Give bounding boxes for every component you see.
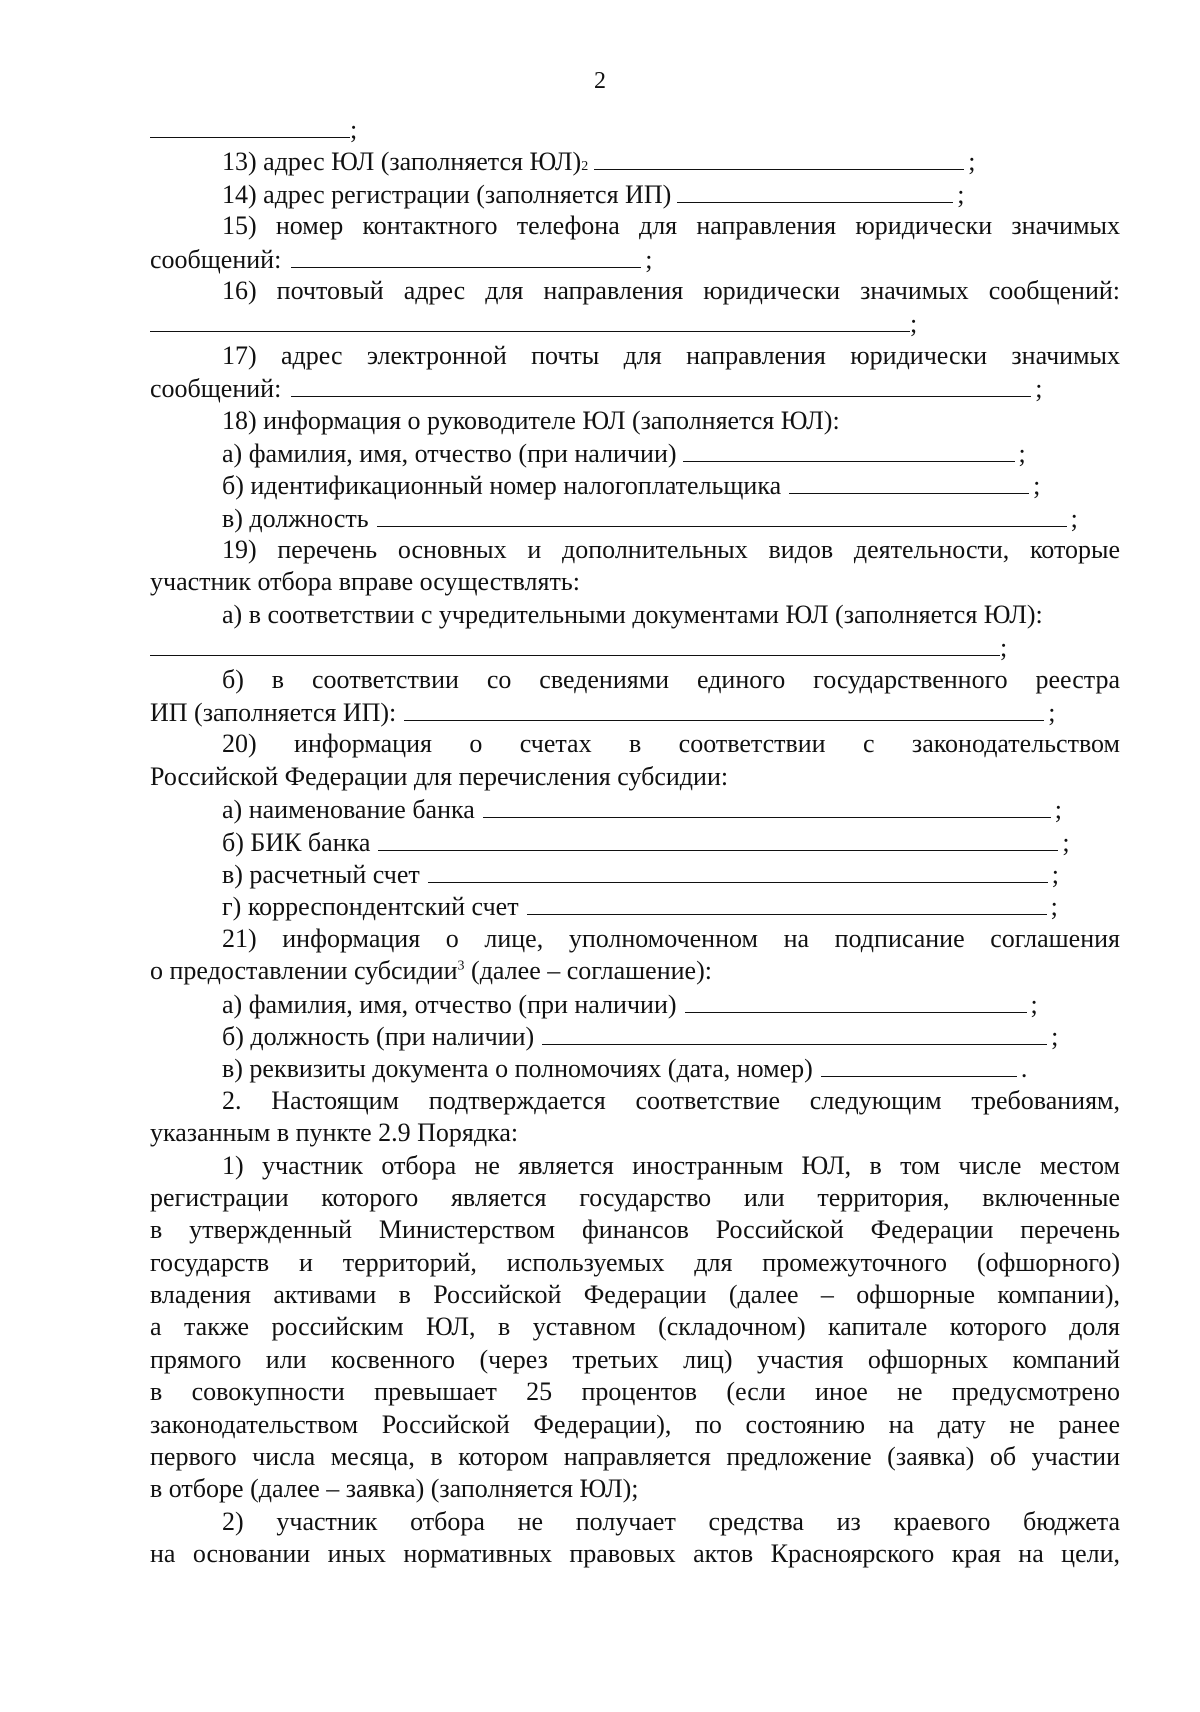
- text-line: а) фамилия, имя, отчество (при наличии) ;: [222, 989, 1038, 1019]
- text-line: а) наименование банка ;: [222, 795, 1063, 825]
- text-line: в совокупности превышает 25 процентов (если иное не предусмотрено: [150, 1377, 1120, 1407]
- input-line[interactable]: [404, 696, 1044, 721]
- text-line: законодательством Российской Федерации), по состоянию на дату не ранее: [150, 1409, 1120, 1439]
- input-line[interactable]: [291, 372, 1031, 397]
- input-line[interactable]: [150, 631, 1000, 656]
- text-line: 13) адрес ЮЛ (заполняется ЮЛ) 2 ;: [222, 147, 976, 177]
- text-line: сообщений: ;: [150, 374, 1043, 404]
- text-line: 2. Настоящим подтверждается соответствие следующим требованиям,: [222, 1085, 1120, 1115]
- text-line: первого числа месяца, в котором направляется предложение (заявка) об участии: [150, 1442, 1120, 1472]
- text-line: ;: [150, 631, 1120, 663]
- text-line: в) должность ;: [222, 503, 1078, 533]
- text-line: 2) участник отбора не получает средства из краевого бюджета: [222, 1506, 1120, 1536]
- input-line[interactable]: [685, 988, 1027, 1013]
- text-line: 18) информация о руководителе ЮЛ (заполняется ЮЛ):: [222, 405, 840, 435]
- text-line: 14) адрес регистрации (заполняется ИП) ;: [222, 179, 965, 209]
- text-line: прямого или косвенного (через третьих лиц) участия офшорных компаний: [150, 1344, 1120, 1374]
- text-line: г) корреспондентский счет ;: [222, 892, 1058, 922]
- text-line: б) БИК банка ;: [222, 827, 1070, 857]
- text-line: 21) информация о лице, уполномоченном на подписание соглашения: [222, 923, 1120, 953]
- text-line: б) должность (при наличии) ;: [222, 1021, 1059, 1051]
- text-line: участник отбора вправе осуществлять:: [150, 567, 580, 597]
- input-line[interactable]: [150, 307, 910, 332]
- text-line: 19) перечень основных и дополнительных видов деятельности, которые: [222, 535, 1120, 565]
- page-number: 2: [594, 68, 606, 94]
- input-line[interactable]: [677, 178, 953, 203]
- text-line: в отборе (далее – заявка) (заполняется ЮЛ);: [150, 1474, 639, 1504]
- input-line[interactable]: [428, 858, 1048, 883]
- text-line: а) фамилия, имя, отчество (при наличии) ;: [222, 438, 1026, 468]
- text-line: на основании иных нормативных правовых актов Красноярского края на цели,: [150, 1539, 1120, 1569]
- text-line: 1) участник отбора не является иностранным ЮЛ, в том числе местом: [222, 1150, 1120, 1180]
- text-line: владения активами в Российской Федерации (далее – офшорные компании),: [150, 1280, 1120, 1310]
- text-line: 16) почтовый адрес для направления юридически значимых сообщений:: [222, 275, 1120, 305]
- text-line: в) реквизиты документа о полномочиях (дата, номер) .: [222, 1054, 1028, 1084]
- text-line: сообщений: ;: [150, 244, 653, 274]
- text-line: указанным в пункте 2.9 Порядка:: [150, 1118, 519, 1148]
- text-line: а) в соответствии с учредительными документами ЮЛ (заполняется ЮЛ):: [222, 599, 1043, 629]
- input-line[interactable]: [527, 890, 1047, 915]
- text-line: ;: [150, 307, 1120, 339]
- text-line: 17) адрес электронной почты для направления юридически значимых: [222, 340, 1120, 370]
- document-body: [150, 113, 1120, 1571]
- input-line[interactable]: [378, 826, 1058, 851]
- text-line: б) идентификационный номер налогоплательщика ;: [222, 471, 1041, 501]
- footnote-ref: 3: [457, 958, 465, 974]
- text-line: государств и территорий, используемых для промежуточного (офшорного): [150, 1247, 1120, 1277]
- input-line[interactable]: [683, 437, 1015, 462]
- text-line: 20) информация о счетах в соответствии с законодательством: [222, 729, 1120, 759]
- input-line[interactable]: [542, 1020, 1047, 1045]
- text-line: в утвержденный Министерством финансов Российской Федерации перечень: [150, 1215, 1120, 1245]
- input-line[interactable]: [377, 502, 1067, 527]
- text-line: о предоставлении субсидии$^3$ (далее – соглашение):: [150, 956, 712, 986]
- input-line[interactable]: [291, 243, 641, 268]
- text-line: Российской Федерации для перечисления субсидии:: [150, 761, 729, 791]
- text-line: ;: [150, 113, 1120, 145]
- input-line[interactable]: [789, 469, 1029, 494]
- input-line[interactable]: [483, 793, 1051, 818]
- text-line: регистрации которого является государство или территория, включенные: [150, 1182, 1120, 1212]
- text-line: б) в соответствии со сведениями единого государственного реестра: [222, 664, 1120, 694]
- input-line[interactable]: [594, 145, 964, 170]
- text-line: ИП (заполняется ИП): ;: [150, 698, 1056, 728]
- input-line[interactable]: [821, 1052, 1017, 1077]
- text-line: а также российским ЮЛ, в уставном (складочном) капитале которого доля: [150, 1312, 1120, 1342]
- text-line: в) расчетный счет ;: [222, 859, 1060, 889]
- text-line: 15) номер контактного телефона для направления юридически значимых: [222, 211, 1120, 241]
